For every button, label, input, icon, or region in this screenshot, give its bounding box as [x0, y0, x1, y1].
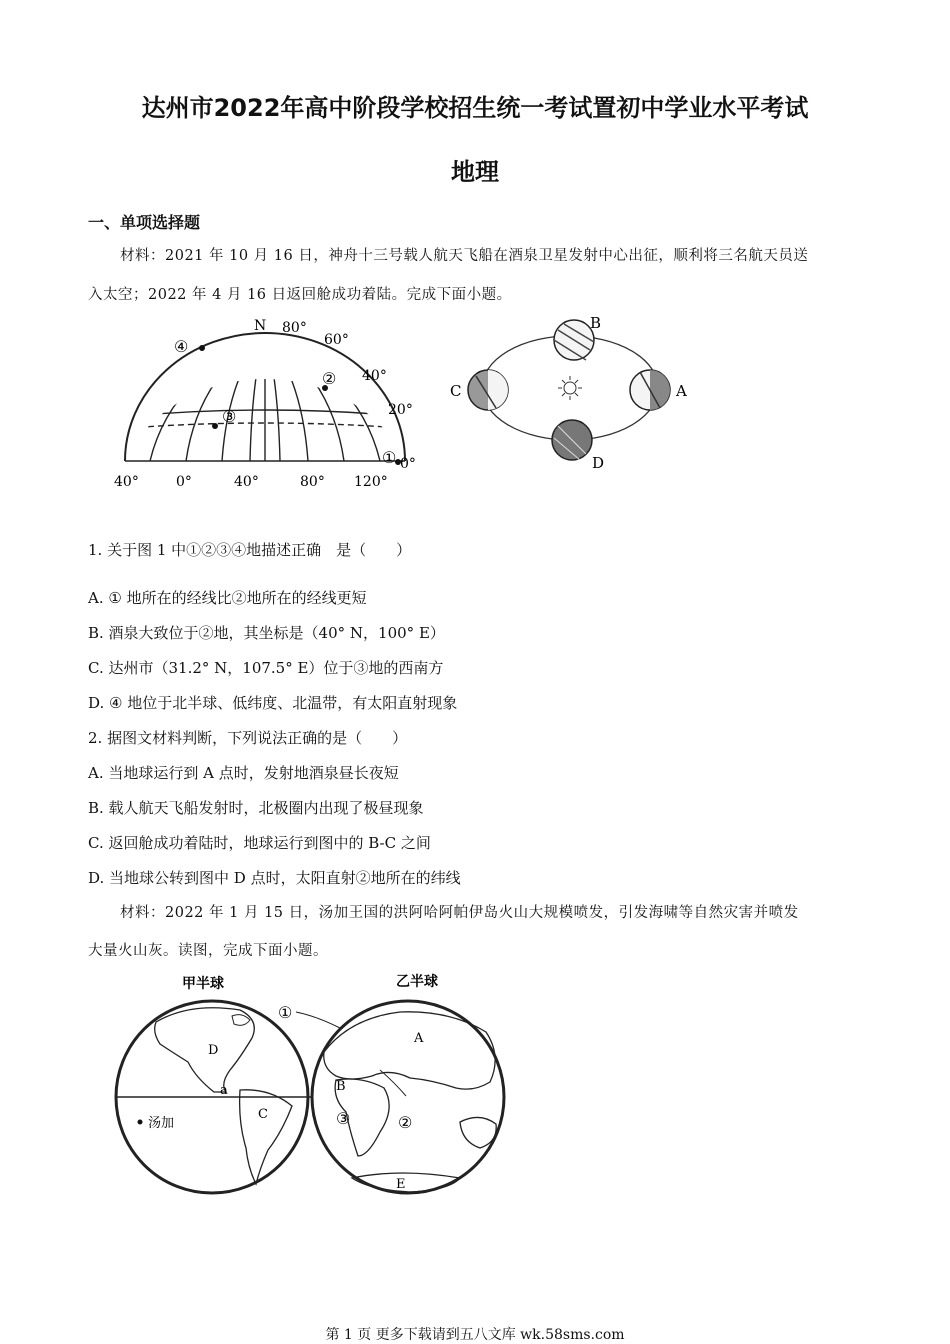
earth-position-a	[630, 370, 670, 410]
map-letter-small-a: a	[220, 1083, 228, 1098]
lat-label-80: 80°	[282, 320, 307, 336]
material1-line2: 入太空；2022 年 4 月 16 日返回舱成功着陆。完成下面小题。	[88, 287, 512, 303]
q2-option-d: D. 当地球公转到图中 D 点时，太阳直射②地所在的纬线	[88, 869, 461, 887]
point-label-2: ②	[322, 369, 337, 388]
map-number-1: ①	[278, 1003, 293, 1022]
lon-label-40e: 40°	[234, 474, 259, 490]
q1-option-d: D. ④ 地位于北半球、低纬度、北温带，有太阳直射现象	[88, 694, 458, 712]
figure-earth-orbit	[440, 316, 700, 476]
material2-line2: 大量火山灰。读图，完成下面小题。	[88, 943, 328, 959]
q2-option-b: B. 载人航天飞船发射时，北极圈内出现了极昼现象	[88, 799, 424, 817]
lat-label-40: 40°	[362, 368, 387, 384]
earth-position-b	[554, 320, 594, 360]
q1-option-c: C. 达州市（31.2° N，107.5° E）位于③地的西南方	[88, 659, 444, 677]
lon-label-120e: 120°	[354, 474, 388, 490]
grid-lines	[125, 333, 405, 461]
figure-lat-lon-grid	[110, 318, 430, 493]
position-label-b: B	[590, 316, 602, 332]
material1-line1: 材料：2021 年 10 月 16 日，神舟十三号载人航天飞船在酒泉卫星发射中心出征，顺利将三名航天员送	[120, 248, 809, 264]
point-label-1: ①	[382, 448, 397, 467]
point-label-3: ③	[222, 407, 237, 426]
map-number-3: ③	[336, 1109, 351, 1128]
tonga-marker	[138, 1120, 143, 1125]
west-hemisphere-title: 甲半球	[182, 976, 224, 992]
q2-option-c: C. 返回舱成功着陆时，地球运行到图中的 B-C 之间	[88, 834, 431, 852]
map-letter-e: E	[396, 1177, 406, 1192]
lat-label-20: 20°	[388, 402, 413, 418]
map-letter-a: A	[414, 1031, 424, 1046]
lat-label-0: 0°	[400, 456, 416, 472]
position-label-d: D	[592, 454, 605, 472]
east-hemisphere-map	[312, 1001, 504, 1193]
q1-option-a: A. ① 地所在的经线比②地所在的经线更短	[88, 589, 367, 607]
east-hemisphere-title: 乙半球	[396, 974, 438, 990]
exam-title: 达州市2022年高中阶段学校招生统一考试置初中学业水平考试	[141, 94, 809, 122]
earth-position-c	[468, 370, 508, 410]
q1-stem: 1. 关于图 1 中①②③④地描述正确 是（ ）	[88, 541, 412, 559]
point-label-4: ④	[174, 337, 189, 356]
map-letter-b: B	[336, 1079, 346, 1094]
material2-line1: 材料：2022 年 1 月 15 日，汤加王国的洪阿哈阿帕伊岛火山大规模喷发，引发海啸等自然灾害并喷发	[120, 905, 799, 921]
earth-position-d	[552, 420, 592, 460]
position-label-a: A	[676, 382, 687, 400]
q1-option-b: B. 酒泉大致位于②地，其坐标是（40° N，100° E）	[88, 624, 445, 642]
q2-option-a: A. 当地球运行到 A 点时，发射地酒泉昼长夜短	[88, 764, 399, 782]
figure-hemispheres	[110, 972, 520, 1202]
page-footer: 第 1 页 更多下载请到五八文库 wk.58sms.com	[325, 1327, 625, 1343]
lon-label-0: 0°	[176, 474, 192, 490]
lon-label-80e: 80°	[300, 474, 325, 490]
lat-label-60: 60°	[324, 332, 349, 348]
section-title: 一、单项选择题	[88, 213, 201, 232]
lon-label-40w: 40°	[114, 474, 139, 490]
north-label: N	[254, 318, 267, 334]
position-label-c: C	[450, 382, 462, 400]
map-letter-c: C	[258, 1107, 268, 1122]
map-number-2: ②	[398, 1113, 413, 1132]
tonga-label: 汤加	[148, 1116, 175, 1131]
subject-title: 地理	[451, 158, 499, 186]
map-letter-d: D	[208, 1043, 219, 1058]
q2-stem: 2. 据图文材料判断，下列说法正确的是（ ）	[88, 729, 408, 747]
sun-icon	[558, 376, 582, 400]
